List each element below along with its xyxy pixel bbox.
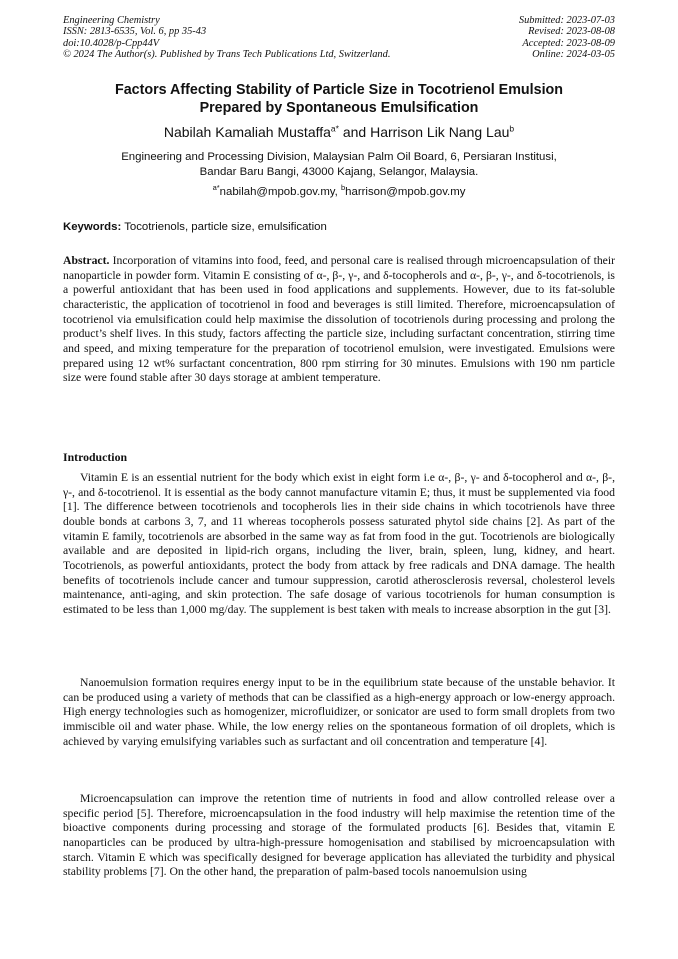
section-heading-introduction: Introduction <box>63 450 128 464</box>
affiliation-line-2: Bandar Baru Bangi, 43000 Kajang, Selangor, Malaysia. <box>199 166 479 178</box>
email-2-mark: b <box>340 183 346 193</box>
author-2: Harrison Lik Nang Lau <box>370 124 510 140</box>
online-date: Online: 2024-03-05 <box>532 49 615 61</box>
copyright: © 2024 The Author(s). Published by Trans Tech Publications Ltd, Switzerland. <box>63 49 391 61</box>
author-2-affiliation-mark: b <box>509 123 515 134</box>
intro-paragraph-2-text: Nanoemulsion formation requires energy input to be in the equilibrium state because of the unstable behavior. It can be produced using a variety of methods that can be classified as a high-energy approach or low-energy approach. High energy technologies such as homogenizer, microfluidizer, or sonicator are used to form small droplets from two immiscible oil and water phase. While, the low energy relies on the spontaneous formation of oil droplets, which is achieved by varying emulsifying variables such as surfactant and oil concentration and temperature [4]. <box>63 676 615 748</box>
accepted-date: Accepted: 2023-08-09 <box>522 37 615 49</box>
keywords-text: Tocotrienols, particle size, emulsification <box>121 221 327 233</box>
journal-name: Engineering Chemistry <box>63 15 160 26</box>
intro-paragraph-1 <box>63 471 615 618</box>
intro-paragraph-2 <box>63 676 615 749</box>
issn: ISSN: 2813-6535, Vol. 6, pp 35-43 <box>63 26 207 38</box>
paper-title <box>63 81 615 117</box>
keywords <box>63 220 615 235</box>
email-1[interactable]: nabilah@mpob.gov.my, <box>219 186 341 198</box>
header-left <box>63 15 390 61</box>
author-1-affiliation-mark: a* <box>330 123 339 134</box>
abstract <box>63 254 615 386</box>
keywords-label: Keywords: <box>63 221 122 233</box>
doi[interactable]: doi:10.4028/p-Cpp44V <box>63 37 160 49</box>
abstract-text: Incorporation of vitamins into food, feed, and personal care is realised through microencapsulation of their nanoparticle in powder form. Vitamin E consisting of α-, β-, γ-, and δ-tocopherols and α-, β-, γ-, and δ-tocotrienols, is a powerful antioxidant that has been used in food applications and supplements. However, due to its fat-soluble characteristic, the application of tocotrienol in food and beverages is still limited. Therefore, microencapsulation of tocotrienol via emulsification could help maximise the dissolution of tocotrienols during processing and prolong the product’s shelf lives. In this study, factors affecting the particle size, including surfactant concentration, stirring time and speed, and mixing temperature for the preparation of tocotrienol emulsion, were investigated. Emulsions were prepared using 12 wt% surfactant concentration, 800 rpm stirring for 30 minutes. Emulsions with 190 nm particle size were found stable after 30 days storage at ambient temperature. <box>63 254 615 385</box>
submitted-date: Submitted: 2023-07-03 <box>518 15 615 26</box>
intro-paragraph-3 <box>63 792 615 880</box>
intro-paragraph-3-text: Microencapsulation can improve the retention time of nutrients in food and allow controlled release over a specific period [5]. Therefore, microencapsulation in the food industry will help maximise the retention time of the bioactive components during processing and storage of the formulated products [6]. Besides that, vitamin E nanoparticles can be produced by ultra-high-pressure homogenisation and stabilised by microencapsulation with starch. Vitamin E which was specifically designed for beverage application has alleviated the turbidity and physical stability problems [7]. On the other hand, the preparation of palm-based tocols nanoemulsion using <box>63 792 615 879</box>
email-2[interactable]: harrison@mpob.gov.my <box>345 186 466 198</box>
abstract-label: Abstract. <box>63 254 110 267</box>
author-list <box>63 123 615 141</box>
intro-paragraph-1-text: Vitamin E is an essential nutrient for the body which exist in eight form i.e α-, β-, γ- and δ-tocopherol and α-, β-, γ-, and δ-tocotrienol. It is essential as the body cannot manufacture vitamin E; thus, it must be supplemented via food [1]. The difference between tocotrienols and tocopherols lies in their side chains in which tocotrienols have three double bonds at carbons 3, 7, and 11 whereas tocopherols possess saturated phytol side chains [2]. As part of the vitamin E family, tocotrienols are absorbed in the same way as fat from food in the gut. Tocotrienols are biologically available and are deposited in lipid-rich organs, including the liver, brain, spleen, lung, kidney, and heart. Tocotrienols, as powerful antioxidants, protect the body from attack by free radicals and DNA damage. The health benefits of tocotrienols include cancer and tumour suppression, carotid atherosclerosis reversal, cholesterol levels maintenance, anti-aging, and skin protection. The safe dosage of various tocotrienols for human consumption is estimated to be less than 1,000 mg/day. The supplement is best taken with meals to increase absorption in the gut [3]. <box>63 471 615 616</box>
affiliation <box>63 150 615 180</box>
title-line-2: Prepared by Spontaneous Emulsification <box>199 100 479 116</box>
header-right <box>519 15 615 61</box>
email-1-mark: a* <box>212 183 220 193</box>
author-emails <box>63 185 615 200</box>
affiliation-line-1: Engineering and Processing Division, Malaysian Palm Oil Board, 6, Persiaran Institusi, <box>121 151 557 163</box>
title-line-1: Factors Affecting Stability of Particle Size in Tocotrienol Emulsion <box>114 82 564 98</box>
revised-date: Revised: 2023-08-08 <box>528 26 615 38</box>
author-1: Nabilah Kamaliah Mustaffa <box>163 124 331 140</box>
author-conjunction: and <box>338 124 371 140</box>
